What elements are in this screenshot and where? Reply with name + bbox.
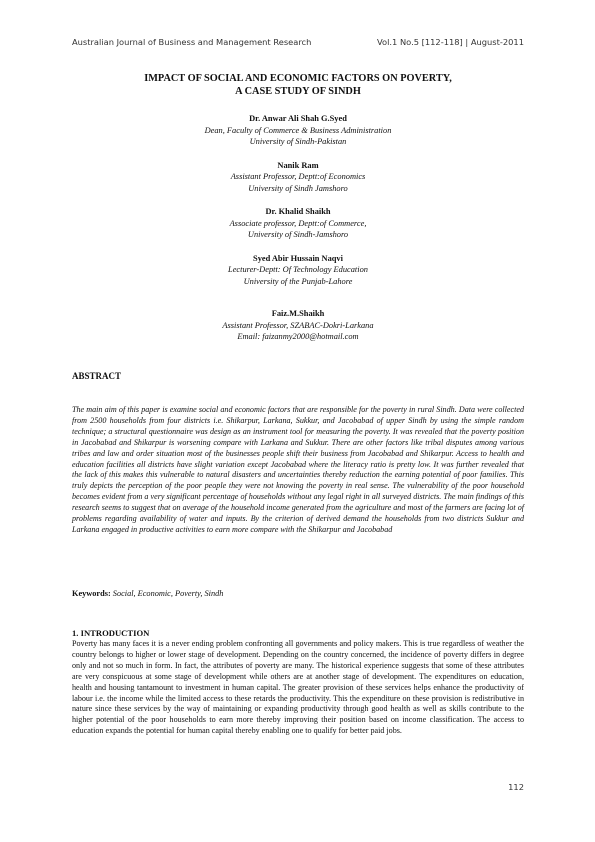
introduction-text: Poverty has many faces it is a never ending problem confronting all governments and policy makers. This is true regardless of weather the country belongs to higher or lower stage of development. Depending on the country concerned, the incidence of poverty differs in degree only and not so much in form. In fact, the attributes of poverty are many. The historical experience suggests that some of these attributes are very conspicuous at some stage of development while others are at another stage of development. The expenditures on education, health and housing tantamount to investment in human capital. The greater provision of these services helps enhance the productivity of labour i.e. the income while the limited access to these retards the productivity. This the expenditure on these provision is redistributive in nature since these services by the way of maintaining or expanding productivity through good health as well as skills contribute to the higher potential of the poor households to earn more thereby improving their position based on income classification. The access to education expands the potential for human capital thereby enabling one to qualify for better paid jobs. — [72, 639, 524, 736]
author-affiliation: University of Sindh Jamshoro — [248, 183, 348, 193]
author-affiliation: Assistant Professor, Deptt:of Economics — [230, 172, 366, 181]
keywords-line — [72, 589, 524, 598]
author-block — [72, 308, 524, 343]
author-block — [72, 206, 524, 241]
author-name: Dr. Khalid Shaikh — [265, 207, 331, 216]
keywords-label: Keywords: — [72, 589, 111, 598]
author-list — [72, 113, 524, 355]
paper-title-line-2: A CASE STUDY OF SINDH — [235, 86, 361, 97]
author-affiliation: Associate professor, Deptt:of Commerce, — [229, 218, 367, 228]
running-header — [72, 37, 524, 47]
journal-name: Australian Journal of Business and Management Research — [72, 37, 312, 47]
author-affiliation: Dean, Faculty of Commerce & Business Administration — [204, 125, 392, 135]
abstract-text: The main aim of this paper is examine social and economic factors that are responsible for the poverty in rural Sindh. Data were collected from 2500 households from four districts i.e. Shikarpur, Larkana, Sukkur, and Jacobabad of upper Sindh by using the simple random technique; a structural questionnaire was design as an instrument tool for measuring the poverty. It was revealed that the poverty position in Jacobabad and Shikarpur is worsening compare with Larkana and Sukkur. There are other factors like tribal disputes among various tribes and law and order situation most of the businesses people shift their business from Jacobabad and Shikarpur. Access to health and education facilities all districts have slight variation except Jacobabad where the literacy ratio is pretty low. It was further revealed that the lack of this makes this vulnerable to natural disasters and uncertainties thereby reduction the earning potential of poor families. This truly depicts the perception of the poor people they were not knowing the poverty in real sense. The vulnerability of the poor household becomes evident from a very significant percentage of households without any legal right in all surveyed districts. The main findings of this research seems to suggest that on average of the household income generated from the agriculture and most of the farmers are facing lot of problems regarding availability of water and inputs. By the criterion of derived demand the households from two districts Sukkur and Larkana engaged in productive activities to earn more compare with the Shikarpur and Jacobabad — [72, 405, 524, 534]
author-affiliation: University of the Punjab-Lahore — [243, 276, 353, 286]
author-block — [72, 253, 524, 288]
author-name: Dr. Anwar Ali Shah G.Syed — [249, 114, 347, 123]
author-affiliation: University of Sindh-Jamshoro — [247, 230, 349, 239]
author-affiliation: Assistant Professor, SZABAC-Dokri-Larkana — [222, 320, 374, 330]
abstract-heading: ABSTRACT — [72, 371, 122, 381]
paper-title — [72, 72, 524, 98]
author-name: Nanik Ram — [277, 160, 319, 170]
page-number: 112 — [508, 782, 524, 792]
author-email: Email: faizanmy2000@hotmail.com — [237, 332, 359, 341]
issue-info: Vol.1 No.5 [112-118] | August-2011 — [376, 37, 524, 47]
paper-title-line-1: IMPACT OF SOCIAL AND ECONOMIC FACTORS ON POVERTY, — [144, 73, 452, 84]
author-affiliation: University of Sindh-Pakistan — [249, 137, 347, 146]
section-heading-introduction: 1. INTRODUCTION — [72, 628, 150, 638]
author-block — [72, 160, 524, 195]
author-affiliation: Lecturer-Deptt: Of Technology Education — [228, 265, 368, 274]
author-name: Syed Abir Hussain Naqvi — [253, 253, 343, 263]
author-block — [72, 113, 524, 148]
author-name: Faiz.M.Shaikh — [271, 309, 325, 318]
keywords-values: Social, Economic, Poverty, Sindh — [112, 589, 224, 598]
